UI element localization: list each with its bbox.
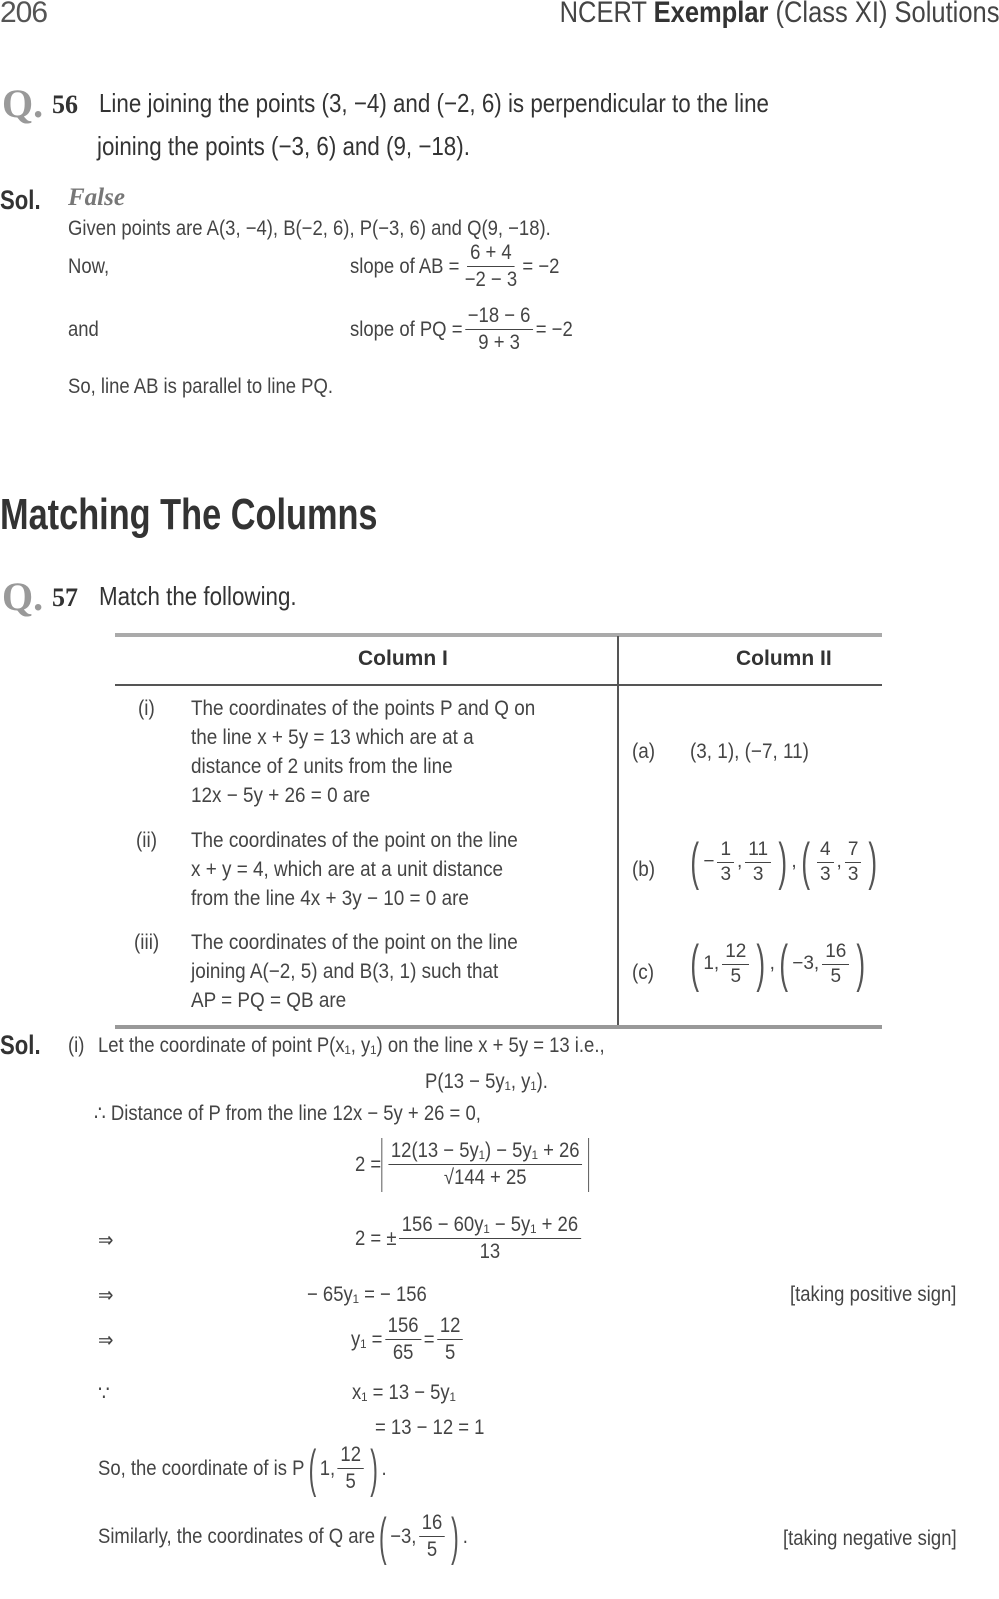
equation-5: x₁ = 13 − 5y₁ <box>352 1381 456 1404</box>
slope-ab-result: = −2 <box>522 254 560 278</box>
book-prefix: NCERT <box>559 0 654 29</box>
table-cell-left: The coordinates of the points P and Q on the line x + 5y = 13 which are at a distance of 2 units from the line 12x − 5y + 26 = 0 are <box>191 697 536 807</box>
book-bold: Exemplar <box>653 0 768 29</box>
note-negative-sign: [taking negative sign] <box>783 1527 957 1550</box>
note-positive-sign: [taking positive sign] <box>790 1283 957 1306</box>
column-header-2: Column II <box>736 647 832 670</box>
solution-line2: P(13 − 5y₁, y₁). <box>425 1070 548 1093</box>
given-points: Given points are A(3, −4), B(−2, 6), P(−3, 6) and Q(9, −18). <box>68 217 551 240</box>
equation-6: = 13 − 12 = 1 <box>375 1416 485 1439</box>
section-title: Matching The Columns <box>0 490 378 539</box>
question-mark-icon: Q. <box>2 574 44 619</box>
slope-ab-label: slope of AB = <box>350 254 460 278</box>
equation-2: 2 = ± $\frac{\text{156 − 60y₁ − 5y₁ + 26}}{13}$ <box>355 1212 583 1266</box>
option-label: (c) <box>632 961 655 984</box>
part-label: (i) <box>68 1034 85 1057</box>
p-result: So, the coordinate of is P ( 1, $\frac{12}{5}$ ) . <box>98 1439 387 1498</box>
q-result: Similarly, the coordinates of Q are ( −3, $\frac{16}{5}$ ) . <box>98 1507 468 1566</box>
book-suffix: Solutions <box>894 0 999 29</box>
solution-label: Sol. <box>0 1030 41 1060</box>
implies-icon: ⇒ <box>98 1229 114 1252</box>
implies-icon: ⇒ <box>98 1329 114 1352</box>
question-text: Match the following. <box>99 581 297 611</box>
option-value-fractions: ( 1, $\frac{12}{5}$ ) , ( −3, $\frac{16}{5}$ ) <box>690 935 866 993</box>
table-bottom-rule <box>115 1025 882 1029</box>
book-class: (Class XI) <box>767 0 895 29</box>
conclusion: So, line AB is parallel to line PQ. <box>68 375 334 398</box>
equation-3: − 65y₁ = − 156 <box>307 1283 427 1306</box>
running-header <box>559 0 999 30</box>
option-value: (3, 1), (−7, 11) <box>690 740 809 763</box>
answer-false: False <box>68 184 125 211</box>
table-cell-left: The coordinates of the point on the line x + y = 4, which are at a unit distance from the line 4x + 3y − 10 = 0 are <box>191 829 518 910</box>
row-label: (iii) <box>134 931 160 954</box>
slope-ab-fraction: $\frac{6 + 4}{-2 - 3}$ <box>464 241 518 292</box>
table-cell-left: The coordinates of the point on the line joining A(−2, 5) and B(3, 1) such that AP = PQ = QB are <box>191 931 518 1012</box>
solution-line3: ∴ Distance of P from the line 12x − 5y + 26 = 0, <box>94 1102 481 1125</box>
distance-equation: 2 = $\frac{\text{12(13 − 5y₁) − 5y₁ + 26}}{√144 + 25}$ <box>355 1138 589 1192</box>
page-number: 206 <box>0 0 48 29</box>
row-label: (ii) <box>136 829 157 852</box>
solution-label: Sol. <box>0 185 41 215</box>
slope-pq-result: = −2 <box>535 317 573 341</box>
option-value-fractions: ( − $\frac{1}{3}$ , $\frac{11}{3}$ ) , ( $\frac{4}{3}$ , $\frac{7}{3}$ ) <box>690 833 878 891</box>
row-label: (i) <box>138 697 155 720</box>
equation-4: y₁ = $\frac{156}{65}$ = $\frac{12}{5}$ <box>351 1313 466 1367</box>
table-column-divider <box>617 636 619 1026</box>
question-mark-icon: Q. <box>2 81 44 126</box>
and-label: and <box>68 318 99 341</box>
slope-pq-label: slope of PQ = <box>350 317 463 341</box>
question-number: 57 <box>52 583 78 612</box>
slope-pq-fraction: $\frac{-18 - 6}{9 + 3}$ <box>465 303 533 357</box>
slope-ab-equation <box>350 240 559 294</box>
column-header-1: Column I <box>358 647 448 670</box>
option-label: (a) <box>632 740 656 763</box>
now-label: Now, <box>68 255 110 278</box>
because-icon: ∵ <box>98 1382 110 1405</box>
question-number: 56 <box>52 90 78 119</box>
solution-line1: Let the coordinate of point P(x₁, y₁) on the line x + 5y = 13 i.e., <box>98 1034 605 1057</box>
table-top-rule <box>115 633 882 637</box>
slope-pq-equation <box>350 303 573 357</box>
question-text-line2: joining the points (−3, 6) and (9, −18). <box>97 131 470 161</box>
option-label: (b) <box>632 858 656 881</box>
table-header-rule <box>115 684 882 686</box>
implies-icon: ⇒ <box>98 1284 114 1307</box>
question-text-line1: Line joining the points (3, −4) and (−2, 6) is perpendicular to the line <box>99 88 769 118</box>
